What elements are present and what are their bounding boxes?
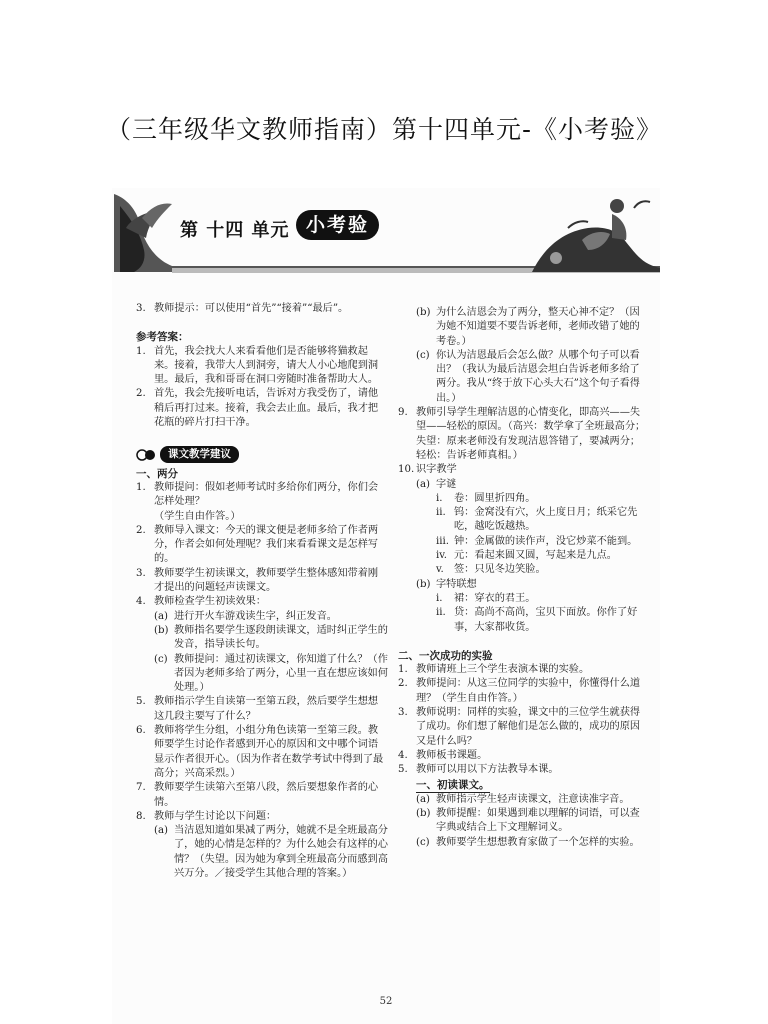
unit-banner bbox=[112, 188, 660, 280]
list-item: 3. 教师说明：同样的实验，课文中的三位学生就获得了成功。你们想了解他们是怎么做的，成功的原因又是什么吗？ bbox=[398, 707, 641, 747]
list-item: 2. 首先，我会先接听电话，告诉对方我受伤了，请他稍后再打过来。接着，我会去止血。最后，我才把花瓶的碎片打扫干净。 bbox=[136, 388, 379, 429]
list-item: 1. 教师提问：假如老师考试时多给你们两分，你们会怎样处理？ bbox=[136, 481, 379, 508]
riddle-item: i. 卷：圆里折四角。 bbox=[436, 492, 536, 504]
riddle-item: ii. 钨：金窝没有穴，火上度日月；纸采它先吃，越吃饭越热。 bbox=[436, 507, 638, 533]
sub-item: (b) 教师指名要学生逐段朗读课文，适时纠正学生的发音，指导读长句。 bbox=[154, 624, 388, 651]
sub-item: (c) 教师要学生想想教育家做了一个怎样的实验。 bbox=[416, 836, 640, 848]
left-column bbox=[136, 302, 388, 881]
riddle-item: iv. 元：看起来圆又圆，写起来是九点。 bbox=[436, 550, 617, 562]
association-item: ii. 贷：高尚不高尚，宝贝下面放。你作了好事，大家都收货。 bbox=[436, 607, 638, 633]
answers-heading: 参考答案： bbox=[136, 331, 189, 344]
list-item: 2. 教师提问：从这三位同学的实验中，你懂得什么道理？（学生自由作答。） bbox=[398, 678, 641, 704]
list-item: 6. 教师将学生分组，小组分角色读第一至第三段。教师要学生讨论作者感到开心的原因和文中哪个词语显示作者很开心。（因为作者在数学考试中得到了最高分；兴高采烈。） bbox=[136, 725, 384, 779]
page-number: 52 bbox=[379, 996, 393, 1007]
list-item: 9. 教师引导学生理解洁恩的心情变化，即高兴——失望——轻松的原因。（高兴：数学拿了全班最高分；失望：原来老师没有发现洁恩答错了，要减两分；轻松：告诉老师真相。） bbox=[398, 407, 646, 461]
sub-item: (b) 教师提醒：如果遇到难以理解的词语，可以查字典或结合上下文理解词义。 bbox=[416, 808, 640, 834]
unit-label: 第 十四 单元 bbox=[180, 220, 290, 241]
sub-item: (a) 进行开火车游戏读生字，纠正发音。 bbox=[154, 610, 337, 622]
sub-item: (b) 为什么洁恩会为了两分，整天心神不定？（因为她不知道要不要告诉老师，老师改错了她的考卷。） bbox=[416, 307, 640, 347]
list-item: 1. 首先，我会找大人来看看他们是否能够将猫救起来。接着，我带大人到洞旁，请大人小心地爬到洞里。最后，我和哥哥在洞口旁随时准备帮助大人。 bbox=[136, 345, 379, 386]
right-column bbox=[398, 306, 648, 850]
section-header bbox=[136, 446, 388, 462]
list-item: 3. 教师提示：可以使用“首先”“接着”“最后”。 bbox=[136, 303, 349, 314]
list-item: 7. 教师要学生读第六至第八段，然后要想象作者的心情。 bbox=[136, 782, 379, 808]
section-label: 课文教学建议 bbox=[160, 446, 239, 462]
sub-item: (a) 字谜 bbox=[416, 478, 457, 490]
unit-title-badge: 小考验 bbox=[296, 210, 379, 240]
list-item: 5. 教师可以用以下方法教导本课。 bbox=[398, 764, 559, 776]
list-item: 4. 教师检查学生初读效果： bbox=[136, 596, 267, 608]
bubble-icon bbox=[136, 448, 160, 462]
list-item: 3. 教师要学生初读课文，教师要学生整体感知带着刚才提出的问题轻声读课文。 bbox=[136, 567, 379, 594]
riddle-item: v. 签：只见冬边笑脸。 bbox=[436, 564, 546, 576]
sub-item: (a) 当洁恩知道如果减了两分，她就不是全班最高分了，她的心情是怎样的？为什么她会有这样的心情？（失望。因为她为拿到全班最高分而感到高兴万分。／接受学生其他合理的答案。） bbox=[154, 825, 388, 879]
sub-item: (c) 你认为洁恩最后会怎么做？从哪个句子可以看出？（我认为最后洁恩会坦白告诉老师多给了两分。我从“终于放下心头大石”这个句子看得出。） bbox=[416, 349, 640, 404]
list-item: （学生自由作答。） bbox=[154, 510, 241, 522]
list-item: 8. 教师与学生讨论以下问题： bbox=[136, 810, 277, 822]
list-item: 4. 教师板书课题。 bbox=[398, 749, 488, 761]
subsection-heading: 一、两分 bbox=[136, 467, 178, 480]
document-title: （三年级华文教师指南）第十四单元-《小考验》 bbox=[105, 115, 663, 144]
list-item: 10. 识字教学 bbox=[398, 464, 457, 476]
riddle-item: iii. 钟：金属做的读作声，没它炒菜不能到。 bbox=[436, 535, 638, 547]
sub-item: (a) 教师指示学生轻声读课文，注意读准字音。 bbox=[416, 793, 630, 805]
association-item: i. 裙：穿衣的君王。 bbox=[436, 592, 536, 604]
sub-item: (c) 教师提问：通过初读课文，你知道了什么？（作者因为老师多给了两分，心里一直在想应该如何处理。） bbox=[154, 653, 388, 694]
scanned-page bbox=[112, 188, 660, 1024]
sub-item: (b) 字特联想 bbox=[416, 578, 477, 590]
list-item: 5. 教师指示学生自读第一至第五段，然后要学生想想这几段主要写了什么？ bbox=[136, 696, 379, 722]
list-item: 2. 教师导入课文：今天的课文便是老师多给了作者两分，作者会如何处理呢？我们来看看课文是怎样写的。 bbox=[136, 524, 379, 565]
subsection-heading: 一、初读课文。 bbox=[398, 778, 648, 793]
list-item: 1. 教师请班上三个学生表演本课的实验。 bbox=[398, 664, 590, 676]
subsection-heading: 二、一次成功的实验 bbox=[398, 649, 493, 662]
